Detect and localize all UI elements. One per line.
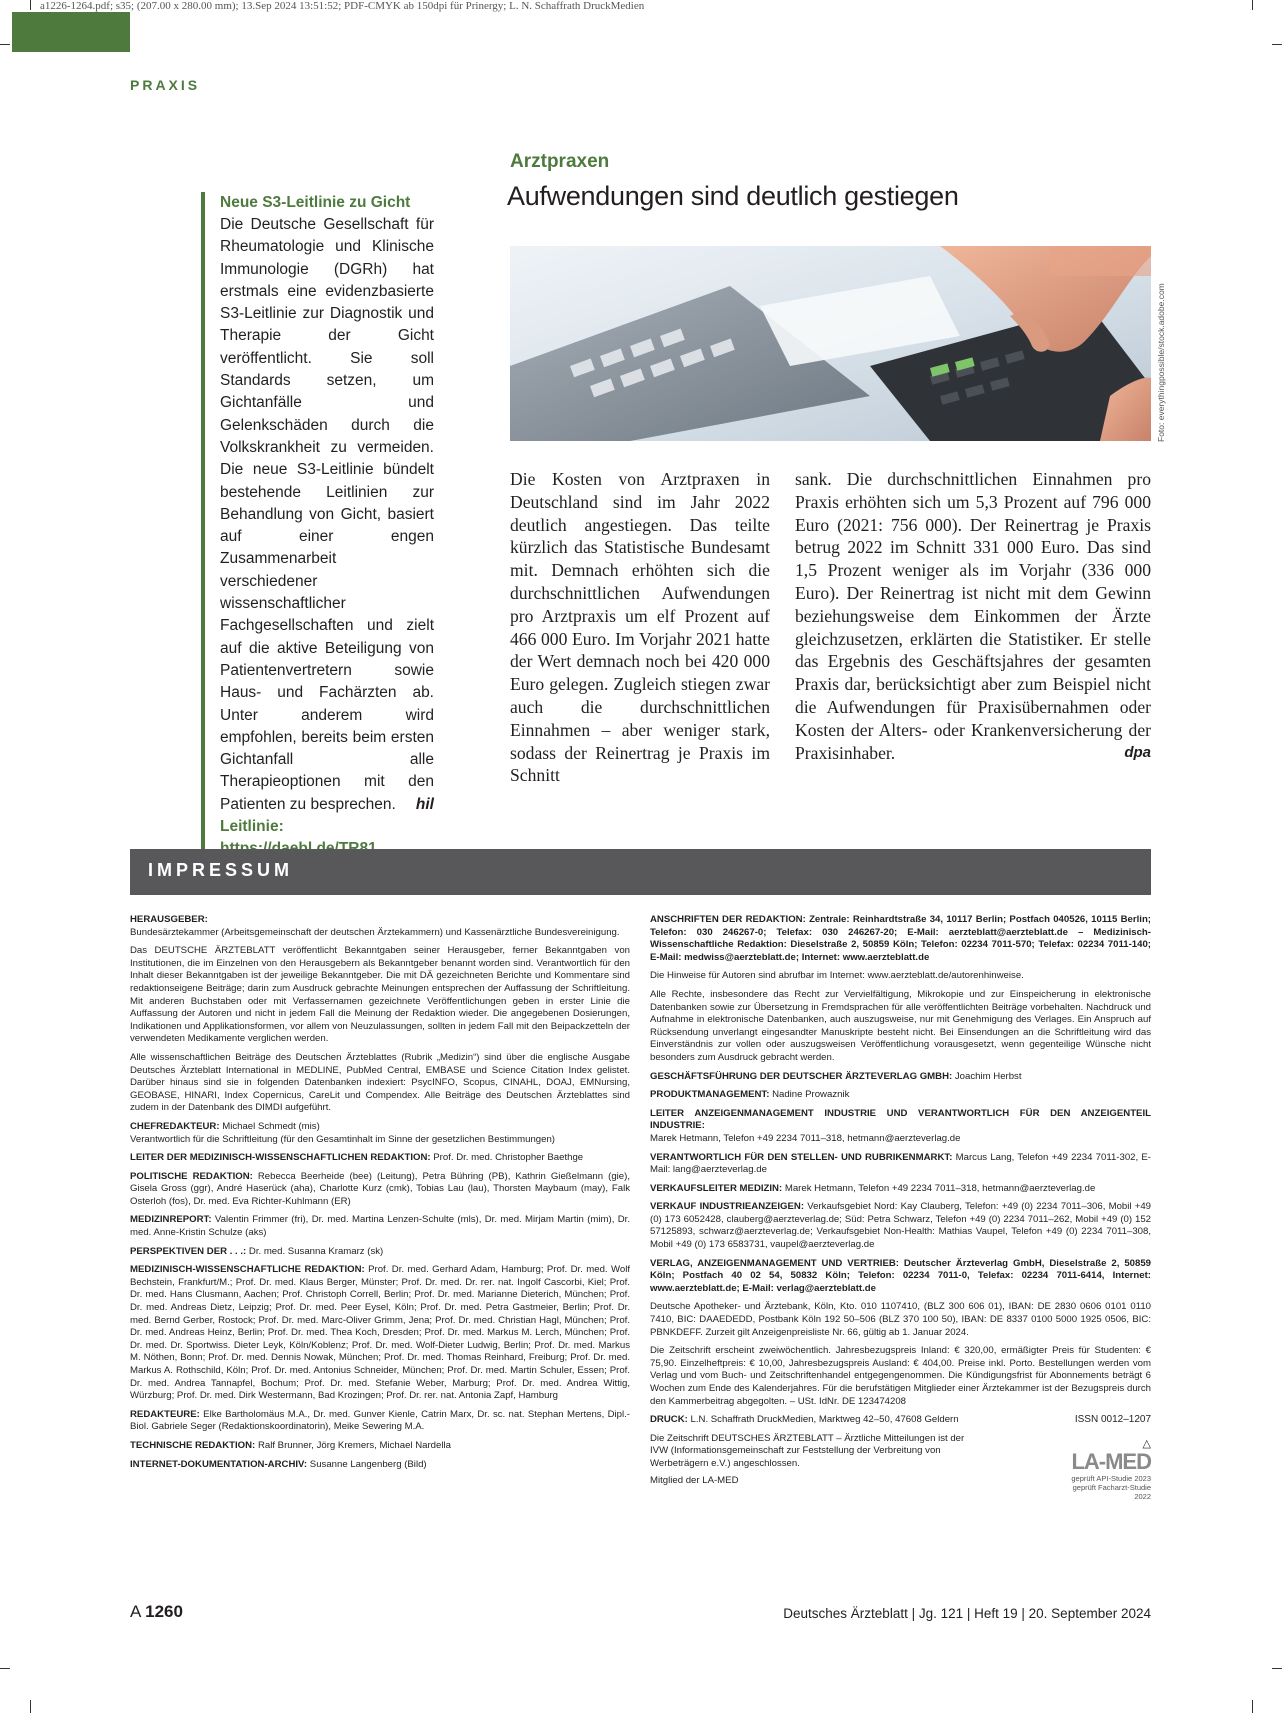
impressum-verkauf-industrie: VERKAUF INDUSTRIEANZEIGEN: Verkaufsgebiet Nord: Kay Clauberg, Telefon: +49 (0) 2234 7011–306, Mobil +49 (0) 173 6052428, clauberg@aerzteverlag.de; Süd: Petra Schwarz, Telefon +49 (0) 2234 7011–262, Mobil +49 (0) 152 57125893, schwarz@aerzteverlag.de; Verkaufsgebiet Non-Health: Mathias Vaupel, Telefon +49 (0) 2234 7011–308, Mobil +49 (0) 173 6583731, vaupel@aerzteverlag.de — [650, 1201, 1151, 1251]
sidebar-title: Neue S3-Leitlinie zu Gicht — [220, 194, 411, 211]
print-metadata: a1226-1264.pdf; s35; (207.00 x 280.00 mm); 13.Sep 2024 13:51:52; PDF-CMYK ab 150dpi für Prinergy; L. N. Schaffrath DruckMedien — [40, 0, 645, 12]
crop-mark — [1272, 1668, 1282, 1669]
article-signature: dpa — [1124, 743, 1151, 761]
ivw-note: Die Zeitschrift DEUTSCHES ÄRZTEBLATT – Ärztliche Mitteilungen ist der IVW (Informationsgemeinschaft zur Feststellung der Verbreitung von Werbeträgern e.V.) angeschlossen. — [650, 1432, 965, 1469]
lamed-logo-text: LA-MED — [1071, 1448, 1151, 1474]
article-column-2 — [795, 468, 1151, 764]
lamed-logo — [1061, 1439, 1151, 1501]
impressum-medizinreport: MEDIZINREPORT: Valentin Frimmer (fri), Dr. med. Martina Lenzen-Schulte (mls), Dr. med. Mirjam Martin (mim), Dr. med. Anne-Kristin Schulze (aks) — [130, 1214, 630, 1239]
photo-credit-text: Foto: everythingpossible/stock.adobe.com — [1156, 283, 1166, 442]
impressum-disclaimer: Das DEUTSCHE ÄRZTEBLATT veröffentlicht Bekanntgaben seiner Herausgeber, ferner Bekanntgaben von Institutionen, die im Einzelnen von den Herausgebern als Bekanntgeber benannt worden sind. Verantwortlich für den Inhalt dieser Bekanntgaben ist der jeweilige Bekanntgeber. Die mit DÄ gezeichneten Berichte und Kommentare sind redaktionseigene Beiträge; darin zum Ausdruck gebrachte Meinungen entsprechen der Auffassung der Schriftleitung. Mit anderen Buchstaben oder mit Verfassernamen gezeichnete Veröffentlichungen geben in erster Linie die Auffassung der Autoren und nicht in jedem Fall die Meinung der Redaktion wieder. Die angegebenen Dosierungen, Indikationen und Applikationsformen, vor allem von Neuzulassungen, sollten in jedem Fall mit den Beipackzetteln der verwendeten Medikamente verglichen werden. — [130, 945, 630, 1045]
sidebar-body: Die Deutsche Gesellschaft für Rheumatologie und Klinische Immunologie (DGRh) hat erstmals eine evidenzbasierte S3-Leitlinie zur Diagnostik und Therapie der Gicht veröffentlicht. Sie soll Standards setzen, um Gichtanfälle und Gelenkschäden durch die Volkskrankheit zu vermeiden. Die neue S3-Leitlinie bündelt bestehende Leitlinien zur Behandlung von Gicht, basiert auf einer engen Zusammenarbeit verschiedener wissenschaftlicher Fachgesellschaften und zielt auf die aktive Beteiligung von Patientenvertretern sowie Haus- und Fachärzten ab. Unter anderem wird empfohlen, bereits beim ersten Gichtanfall alle Therapieoptionen mit den Patienten zu besprechen. — [220, 216, 434, 813]
impressum-technische-redaktion: TECHNISCHE REDAKTION: Ralf Brunner, Jörg Kremers, Michael Nardella — [130, 1439, 451, 1451]
article-kicker: Arztpraxen — [510, 151, 610, 172]
publication-footer: Deutsches Ärzteblatt | Jg. 121 | Heft 19 | 20. September 2024 — [783, 1606, 1151, 1621]
crop-mark — [30, 0, 31, 10]
crop-mark — [0, 44, 10, 45]
impressum-politische-redaktion: POLITISCHE REDAKTION: Rebecca Beerheide (bee) (Leitung), Petra Bühring (PB), Kathrin Gießelmann (gie), Gisela Gross (ggr), André Haserück (aha), Charlotte Kurz (cmk), Tobias Lau (lau), Thorsten Maybaum (may), Falk Osterloh (fos), Dr. med. Eva Richter-Kuhlmann (ER) — [130, 1170, 630, 1207]
impressum-perspektiven: PERSPEKTIVEN DER . . .: Dr. med. Susanna Kramarz (sk) — [130, 1245, 384, 1257]
ivw-lamed-block — [650, 1432, 1151, 1501]
section-color-tab — [12, 12, 130, 52]
impressum-bezug: Die Zeitschrift erscheint zweiwöchentlich. Jahresbezugspreis Inland: € 320,00, ermäßigter Preis für Studenten: € 75,90. Einzelheftpreis: € 10,00, Jahresbezugspreis Ausland: € 404,00. Preise inkl. Porto. Bestellungen werden vom Verlag und vom Buch- und Zeitschriftenhandel entgegengenommen. Die Kündigungsfrist für Abonnements beträgt 6 Wochen zum Ende des Kalenderjahres. Für die berufstätigen Mitglieder einer Ärztekammer ist der Bezugspreis durch den Kammerbeitrag abgegolten. – USt. IdNr. DE 123474208 — [650, 1345, 1151, 1407]
impressum-produktmanagement: PRODUKTMANAGEMENT: Nadine Prowaznik — [650, 1089, 850, 1101]
crop-mark — [0, 1668, 10, 1669]
section-label: PRAXIS — [130, 77, 201, 93]
crop-mark — [1252, 0, 1253, 10]
page-number: A 1260 — [130, 1602, 183, 1621]
crop-mark — [30, 1700, 31, 1713]
lamed-member: Mitglied der LA-MED — [650, 1474, 739, 1486]
sidebar-link[interactable]: Leitlinie: — [220, 818, 284, 836]
issn: ISSN 0012–1207 — [1074, 1414, 1151, 1426]
lamed-api-note: geprüft API-Studie 2023 — [1071, 1473, 1151, 1483]
impressum-geschaeftsfuehrung: GESCHÄFTSFÜHRUNG DER DEUTSCHER ÄRZTEVERLAG GMBH: Joachim Herbst — [650, 1070, 1022, 1082]
crop-mark — [1272, 44, 1282, 45]
impressum-header-bar — [130, 849, 1151, 895]
impressum-med-wiss-redaktion: MEDIZINISCH-WISSENSCHAFTLICHE REDAKTION: Prof. Dr. med. Gerhard Adam, Hamburg; Prof. Dr. med. Wolf Bechstein, Frankfurt/M.; Prof. Dr. med. Klaus Berger, Münster; Prof. Dr. med. Dr. rer. nat. Ingolf Cascorbi, Kiel; Prof. Dr. med. Hans Clusmann, Aachen; Prof. Christoph Correll, Berlin; Prof. Dr. med. Marianne Dieterich, München; Prof. Dr. med. Andreas Dietz, Leipzig; Prof. Dr. med. Peer Eysel, Köln; Prof. Dr. med. Petra Gastmeier, Berlin; Prof. Dr. med. Bernd Gerber, Rostock; Prof. Dr. med. Marc-Oliver Grimm, Jena; Prof. Dr. med. Christian Hagl, München; Prof. Dr. med. Andreas Heinz, Berlin; Prof. Dr. med. Thea Koch, Dresden; Prof. Dr. med. Markus M. Lerch, München; Prof. Dr. med. Dr. Sportwiss. Dieter Leyk, Köln/Koblenz; Prof. Dr. med. Wolf-Dieter Ludwig, Berlin; Prof. Dr. med. Markus M. Nöthen, Bonn; Prof. Dr. med. Dennis Nowak, München; Prof. Dr. med. Thomas Reinhard, Freiburg; Prof. Dr. med. Markus A. Rothschild, Köln; Prof. Dr. med. Antonius Schneider, München; Prof. Dr. med. Martin Schuler, Essen; Prof. Dr. med. Andrea Tannapfel, Bochum; Prof. Dr. med. Stefanie Weber, Marburg; Prof. Dr. med. Andrea Wittig, Würzburg; Prof. Dr. med. Dirk Westermann, Bad Krozingen; Prof. Dr. rer. nat. Antonia Zapf, Hamburg — [130, 1264, 630, 1402]
lamed-facharzt-note: geprüft Facharzt-Studie 2022 — [1072, 1482, 1151, 1501]
article-headline: Aufwendungen sind deutlich gestiegen — [507, 181, 959, 211]
sidebar-signature: hil — [415, 795, 434, 813]
warning-triangle-icon: △ — [1142, 1437, 1151, 1450]
impressum-stellenmarkt: VERANTWORTLICH FÜR DEN STELLEN- UND RUBRIKENMARKT: Marcus Lang, Telefon +49 2234 7011-302, E-Mail: lang@aerzteverlag.de — [650, 1151, 1151, 1176]
sidebar-text — [220, 214, 434, 816]
impressum-redakteure: REDAKTEURE: Elke Bartholomäus M.A., Dr. med. Gunver Kienle, Catrin Marx, Dr. sc. nat. Stephan Mertens, Dipl.-Biol. Gabriele Seger (Redaktionskoordinatorin), Meike Sewering M.A. — [130, 1408, 630, 1433]
photo-credit — [1156, 282, 1166, 442]
impressum-verlag: VERLAG, ANZEIGENMANAGEMENT UND VERTRIEB: Deutscher Ärzteverlag GmbH, Dieselstraße 2, 50859 Köln; Postfach 40 02 54, 50832 Köln; Telefon: 02234 7011-0, Telefax: 02234 7011-6414, Internet: www.aerzteblatt.de; E-Mail: verlag@aerzteblatt.de — [650, 1257, 1151, 1294]
article-column-2-text: sank. Die durchschnittlichen Einnahmen pro Praxis erhöhten sich um 5,3 Prozent auf 796 000 Euro (2021: 756 000). Der Reinertrag je Praxis betrug 2022 im Schnitt 331 000 Euro. Das sind 1,5 Prozent weniger als im Vorjahr (336 000 Euro). Der Reinertrag ist nicht mit dem Gewinn beziehungsweise dem Einkommen der Ärzte gleichzusetzen, erklärten die Statistiker. Er stelle das Ergebnis des Geschäftsjahres der gesamten Praxis dar, berücksichtigt aber zum Beispiel nicht die Aufwendungen für Praxisübernahmen oder Kosten der Alters- oder Krankenversicherung der Praxisinhaber. — [795, 469, 1151, 763]
impressum-chefredakteur: CHEFREDAKTEUR: Michael Schmedt (mis) Verantwortlich für die Schriftleitung (für den Gesamtinhalt im Sinne der gesetzlichen Bestimmungen) — [130, 1120, 555, 1145]
impressum-druck: DRUCK: L.N. Schaffrath DruckMedien, Marktweg 42–50, 47608 Geldern ISSN 0012–1207 — [650, 1414, 1151, 1426]
impressum-left-column — [130, 914, 630, 1477]
crop-mark — [1252, 1700, 1253, 1713]
impressum-right-column — [650, 914, 1151, 1501]
impressum-anzeigenmanagement: LEITER ANZEIGENMANAGEMENT INDUSTRIE UND VERANTWORTLICH FÜR DEN ANZEIGENTEIL INDUSTRIE: Marek Hetmann, Telefon +49 2234 7011–318, hetmann@aerzteverlag.de — [650, 1107, 1151, 1144]
impressum-bank: Deutsche Apotheker- und Ärztebank, Köln, Kto. 010 1107410, (BLZ 300 606 01), IBAN: DE 2830 0606 0101 0110 7410, BIC: DAAEDEDD, Postbank Köln 192 50–506 (BLZ 370 100 50), IBAN: DE 8337 0100 5000 1925 0506, BIC: PBNKDEFF. Zurzeit gilt Anzeigenpreisliste Nr. 66, gültig ab 1. Januar 2024. — [650, 1301, 1151, 1338]
impressum-leiter: LEITER DER MEDIZINISCH-WISSENSCHAFTLICHEN REDAKTION: Prof. Dr. med. Christopher Baethge — [130, 1152, 584, 1164]
article-photo-calculator — [510, 246, 1151, 441]
impressum-rechte: Alle Rechte, insbesondere das Recht zur Vervielfältigung, Mikrokopie und zur Einspeicherung in elektronische Datenbanken sowie zur Übersetzung in Fremdsprachen für alle veröffentlichten Beiträge vorbehalten. Nachdruck und Aufnahme in elektronische Datenbanken, auch auszugsweise, nur mit Genehmigung des Verlages. Ein Anspruch auf Rücksendung unverlangt eingesandter Manuskripte besteht nicht. Bei Einsendungen an die Schriftleitung wird das Einverständnis zur vollen oder auszugsweisen Veröffentlichung vorausgesetzt, wenn gegenteilige Wünsche nicht besonders zum Ausdruck gebracht werden. — [650, 988, 1151, 1063]
impressum-herausgeber: HERAUSGEBER: Bundesärztekammer (Arbeitsgemeinschaft der deutschen Ärztekammern) und Kassenärztliche Bundesvereinigung. — [130, 914, 620, 938]
impressum-autorenhinweise: Die Hinweise für Autoren sind abrufbar im Internet: www.aerzteblatt.de/autorenhinweise. — [650, 970, 1024, 982]
impressum-title: IMPRESSUM — [148, 860, 294, 880]
article-column-1: Die Kosten von Arztpraxen in Deutschland sind im Jahr 2022 deutlich angestiegen. Das teilte kürzlich das Statistische Bundesamt mit. Demnach erhöhten sich die durchschnittlichen Aufwendungen pro Arztpraxis um elf Prozent auf 466 000 Euro. Im Vorjahr 2021 hatte der Wert demnach noch bei 420 000 Euro gelegen. Zugleich stiegen zwar auch die durchschnittlichen Einnahmen – aber weniger stark, sodass der Reinertrag je Praxis im Schnitt — [510, 469, 770, 786]
impressum-archiv: INTERNET-DOKUMENTATION-ARCHIV: Susanne Langenberg (Bild) — [130, 1458, 427, 1470]
impressum-verkaufsleiter: VERKAUFSLEITER MEDIZIN: Marek Hetmann, Telefon +49 2234 7011–318, hetmann@aerzteverlag.de — [650, 1182, 1096, 1194]
impressum-indexing: Alle wissenschaftlichen Beiträge des Deutschen Ärzteblattes (Rubrik „Medizin“) sind über die englische Ausgabe Deutsches Ärzteblatt International in MEDLINE, PubMed Central, EMBASE und Science Citation Index gelistet. Darüber hinaus sind sie in folgenden Datenbanken indexiert: PsycINFO, Scopus, CINAHL, DOAJ, EMNursing, GEOBASE, HINARI, Index Copernicus, CareLit und Compendex. Alle Beiträge des Deutschen Ärzteblattes sind zudem in der Datenbank des DIMDI aufgeführt. — [130, 1051, 630, 1114]
impressum-anschriften: ANSCHRIFTEN DER REDAKTION: Zentrale: Reinhardtstraße 34, 10117 Berlin; Postfach 040526, 10115 Berlin; Telefon: 030 246267-0; Telefax: 030 246267-20; E-Mail: aerzteblatt@aerzteblatt.de – Medizinisch-Wissenschaftliche Redaktion: Dieselstraße 2, 50859 Köln; Telefon: 02234 7011-570; Telefax: 02234 7011-140; E-Mail: medwiss@aerzteblatt.de; Internet: www.aerzteblatt.de — [650, 914, 1151, 963]
sidebar-box — [201, 192, 434, 860]
calculator-photo-illustration — [510, 246, 1151, 441]
